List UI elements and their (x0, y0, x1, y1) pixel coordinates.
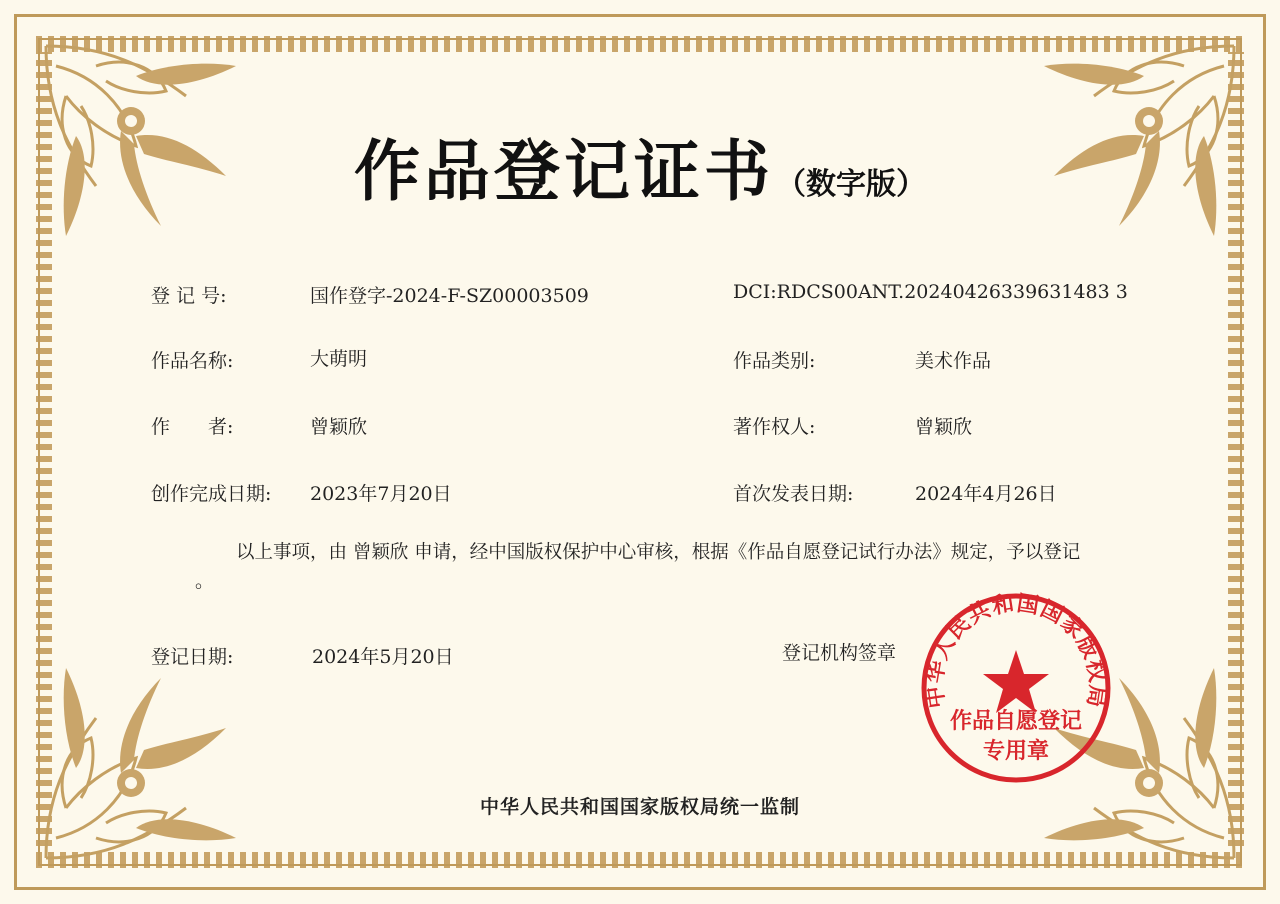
official-seal-icon (918, 590, 1114, 786)
statement-end: 。 (195, 570, 215, 592)
statement-text: 以上事项，由 曾颖欣 申请，经中国版权保护中心审核，根据《作品自愿登记试行办法》规定，予以登记 (236, 542, 1081, 563)
author-value: 曾颖欣 (310, 416, 368, 438)
category-value: 美术作品 (915, 350, 992, 372)
certificate-title (0, 118, 1280, 213)
category-label: 作品类别: (733, 350, 816, 372)
seal-label: 登记机构签章 (782, 642, 897, 664)
seal-ring-text: 中华人民共和国国家版权局 (922, 591, 1110, 710)
publish-date-label: 首次发表日期: (733, 483, 854, 505)
reg-date-label: 登记日期: (151, 646, 234, 668)
seal-line1: 作品自愿登记 (949, 709, 1083, 734)
owner-label: 著作权人: (733, 416, 816, 438)
title-main: 作品登记证书 (354, 132, 774, 210)
work-name-label: 作品名称: (151, 350, 234, 372)
title-subtitle: （数字版） (776, 167, 926, 202)
author-label: 作 者: (151, 416, 234, 438)
reg-date-value: 2024年5月20日 (312, 646, 454, 668)
reg-no-label: 登 记 号: (151, 285, 227, 307)
creation-date-value: 2023年7月20日 (310, 483, 452, 505)
work-name-value: 大萌明 (310, 348, 368, 370)
reg-no-value: 国作登字-2024-F-SZ00003509 (310, 285, 589, 307)
seal-line2: 专用章 (982, 739, 1050, 764)
footer-supervision: 中华人民共和国国家版权局统一监制 (479, 796, 800, 818)
owner-value: 曾颖欣 (915, 416, 973, 438)
corner-ornament-icon (36, 648, 256, 868)
dci-code: DCI:RDCS00ANT.20240426339631483 3 (733, 281, 1128, 303)
creation-date-label: 创作完成日期: (151, 483, 272, 505)
publish-date-value: 2024年4月26日 (915, 483, 1057, 505)
